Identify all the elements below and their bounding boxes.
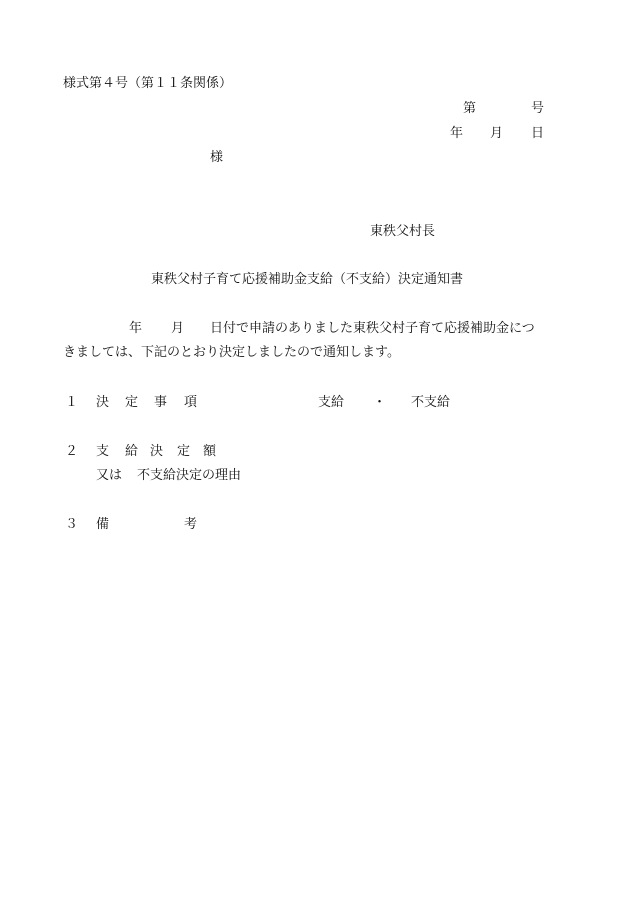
doc-number-prefix: 第: [463, 101, 477, 116]
doc-number-suffix: 号: [531, 101, 545, 116]
option-separator: ・: [373, 395, 387, 410]
item-2-label-char: 決: [150, 444, 164, 459]
item-1-label-char: 定: [125, 395, 139, 410]
form-number: 様式第４号（第１１条関係）: [63, 76, 233, 91]
item-2-sub-text: 不支給決定の理由: [137, 468, 242, 483]
document-title: 東秩父村子育て応援補助金支給（不支給）決定通知書: [151, 272, 464, 287]
option-no-pay: 不支給: [411, 395, 451, 410]
item-1-number: １: [65, 395, 79, 410]
date-year: 年: [450, 126, 464, 141]
date-month: 月: [490, 126, 504, 141]
item-1-label-char: 事: [154, 395, 168, 410]
item-3-label-char: 考: [184, 517, 198, 532]
item-3-number: ３: [65, 517, 79, 532]
item-3-label-char: 備: [96, 517, 110, 532]
item-2-label-char: 給: [125, 444, 139, 459]
item-1-label-char: 決: [96, 395, 110, 410]
body-year: 年: [129, 321, 143, 336]
recipient-honorific: 様: [210, 150, 224, 165]
body-line1: 日付で申請のありました東秩父村子育て応援補助金につ: [210, 321, 535, 336]
item-2-number: ２: [65, 444, 79, 459]
item-2-label-char: 支: [96, 444, 110, 459]
item-2-label-char: 額: [203, 444, 217, 459]
item-2-sub-prefix: 又は: [96, 468, 123, 483]
date-day: 日: [531, 126, 545, 141]
item-2-label-char: 定: [177, 444, 191, 459]
item-1-label-char: 項: [184, 395, 198, 410]
body-line2: きましては、下記のとおり決定しましたので通知します。: [63, 345, 400, 360]
sender-name: 東秩父村長: [370, 224, 436, 239]
option-pay: 支給: [318, 395, 345, 410]
body-month: 月: [171, 321, 185, 336]
